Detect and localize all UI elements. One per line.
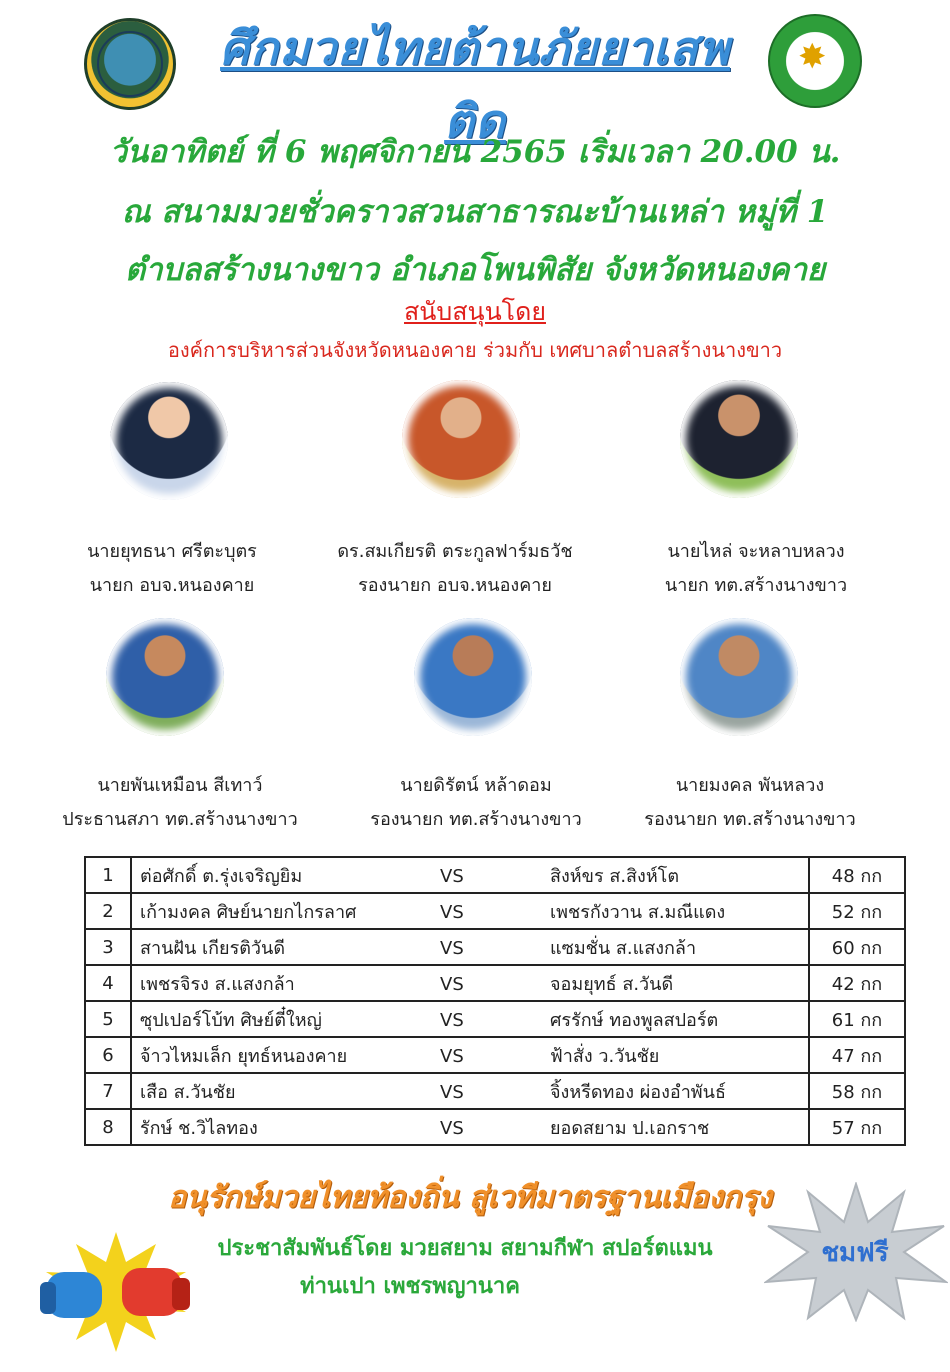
dignitary-photo	[680, 618, 798, 736]
fight-row	[85, 965, 905, 1001]
fighter-a: เพชรจิรง ส.แสงกล้า	[140, 973, 295, 995]
dignitary-position: รองนายก ทต.สร้างนางขาว	[370, 809, 582, 830]
fight-row	[85, 893, 905, 929]
dignitary-photo	[110, 382, 228, 500]
dignitary-position: รองนายก อบจ.หนองคาย	[358, 575, 552, 596]
event-date-line: วันอาทิตย์ ที่ 6 พฤศจิกายน 2565 เริ่มเวลา 20.00 น.	[109, 134, 841, 170]
dignitary-position: นายก ทต.สร้างนางขาว	[664, 575, 848, 596]
bout-number: 4	[85, 965, 131, 1001]
bout-number: 5	[85, 1001, 131, 1037]
fight-row	[85, 1073, 905, 1109]
dignitary-position: รองนายก ทต.สร้างนางขาว	[644, 809, 856, 830]
bout-matchup	[131, 1073, 809, 1109]
vs-label: VS	[440, 865, 464, 887]
fighter-b: สิงห์ขร ส.สิงห์โต	[550, 865, 680, 887]
free-admission-label: ชมฟรี	[821, 1238, 889, 1268]
weight-class: 57 กก	[809, 1109, 905, 1145]
vs-label: VS	[440, 1081, 464, 1103]
fighter-b: เพชรกังวาน ส.มณีแดง	[550, 901, 726, 923]
vs-label: VS	[440, 1117, 464, 1139]
dignitary-name: นายยุทธนา ศรีตะบุตร	[87, 541, 257, 562]
weight-class: 47 กก	[809, 1037, 905, 1073]
fighter-a: ต่อศักดิ์ ต.รุ่งเจริญยิม	[140, 865, 303, 887]
dignitary-name: นายไหล่ จะหลาบหลวง	[667, 541, 845, 562]
vs-label: VS	[440, 1009, 464, 1031]
bout-number: 2	[85, 893, 131, 929]
weight-class: 60 กก	[809, 929, 905, 965]
bout-matchup	[131, 1037, 809, 1073]
fighter-b: แซมชั่น ส.แสงกล้า	[550, 937, 697, 959]
dignitary-photo	[106, 618, 224, 736]
bout-number: 8	[85, 1109, 131, 1145]
fighter-b: จอมยุทธ์ ส.วันดี	[550, 973, 674, 995]
pr-credit-line-2: ท่านเปา เพชรพญานาค	[300, 1274, 520, 1299]
bout-matchup	[131, 1109, 809, 1145]
event-location-line: ตำบลสร้างนางขาว อำเภอโพนพิสัย จังหวัดหนองคาย	[124, 252, 826, 288]
dignitary-position: นายก อบจ.หนองคาย	[89, 575, 255, 596]
bout-matchup	[131, 893, 809, 929]
slogan: อนุรักษ์มวยไทยท้องถิ่น สู่เวทีมาตรฐานเมืองกรุง	[168, 1180, 772, 1215]
fighter-b: ฟ้าสั่ง ว.วันชัย	[550, 1045, 660, 1067]
fight-row	[85, 929, 905, 965]
vs-label: VS	[440, 937, 464, 959]
dignitary-photo	[402, 380, 520, 498]
bout-number: 1	[85, 857, 131, 893]
vs-label: VS	[440, 901, 464, 923]
weight-class: 52 กก	[809, 893, 905, 929]
dignitary-name: นายมงคล พันหลวง	[675, 775, 825, 796]
dignitary-name: นายดิรัตน์ หล้าดอม	[400, 775, 552, 796]
dignitary-photo	[414, 618, 532, 736]
fight-row	[85, 1001, 905, 1037]
fighter-a: สานฝัน เกียรติวันดี	[140, 937, 286, 959]
bout-number: 7	[85, 1073, 131, 1109]
page-title: ศึกมวยไทยต้านภัยยาเสพติด	[220, 21, 730, 148]
fight-row	[85, 1109, 905, 1145]
municipality-logo: ✸	[768, 14, 862, 108]
fighter-a: เสือ ส.วันชัย	[140, 1081, 236, 1103]
fighter-b: ยอดสยาม ป.เอกราช	[550, 1117, 710, 1139]
bout-matchup	[131, 965, 809, 1001]
fight-row	[85, 1037, 905, 1073]
fighter-a: ซุปเปอร์โบ้ท ศิษย์ตี๋ใหญ่	[140, 1009, 322, 1031]
bout-matchup	[131, 929, 809, 965]
boxing-gloves-icon	[36, 1228, 196, 1356]
fight-card-table	[84, 856, 906, 1146]
vs-label: VS	[440, 1045, 464, 1067]
support-organizations: องค์การบริหารส่วนจังหวัดหนองคาย ร่วมกับ เทศบาลตำบลสร้างนางขาว	[167, 338, 783, 362]
pr-credit-line: ประชาสัมพันธ์โดย มวยสยาม สยามกีฬา สปอร์ตแมน	[217, 1236, 713, 1261]
weight-class: 58 กก	[809, 1073, 905, 1109]
bout-number: 6	[85, 1037, 131, 1073]
weight-class: 48 กก	[809, 857, 905, 893]
dignitary-name: นายพันเหมือน สีเทาว์	[97, 775, 263, 796]
fighter-b: จิ้งหรีดทอง ผ่องอำพันธ์	[550, 1081, 726, 1103]
support-heading: สนับสนุนโดย	[404, 297, 546, 326]
weight-class: 61 กก	[809, 1001, 905, 1037]
fight-row	[85, 857, 905, 893]
vs-label: VS	[440, 973, 464, 995]
weight-class: 42 กก	[809, 965, 905, 1001]
bout-matchup	[131, 857, 809, 893]
fighter-a: รักษ์ ช.วิไลทอง	[140, 1117, 258, 1139]
fighter-b: ศรรักษ์ ทองพูลสปอร์ต	[550, 1009, 719, 1031]
dignitary-position: ประธานสภา ทต.สร้างนางขาว	[62, 809, 298, 830]
dignitary-name: ดร.สมเกียรติ ตระกูลฟาร์มธวัช	[337, 541, 573, 562]
pao-nongkhai-logo	[84, 18, 176, 110]
bout-number: 3	[85, 929, 131, 965]
fighter-a: จ้าวไหมเล็ก ยุทธ์หนองคาย	[140, 1045, 348, 1067]
event-venue-line: ณ สนามมวยชั่วคราวสวนสาธารณะบ้านเหล่า หมู่ที่ 1	[121, 194, 829, 230]
fighter-a: เก้ามงคล ศิษย์นายกไกรลาศ	[140, 901, 357, 923]
bout-matchup	[131, 1001, 809, 1037]
dignitary-photo	[680, 380, 798, 498]
